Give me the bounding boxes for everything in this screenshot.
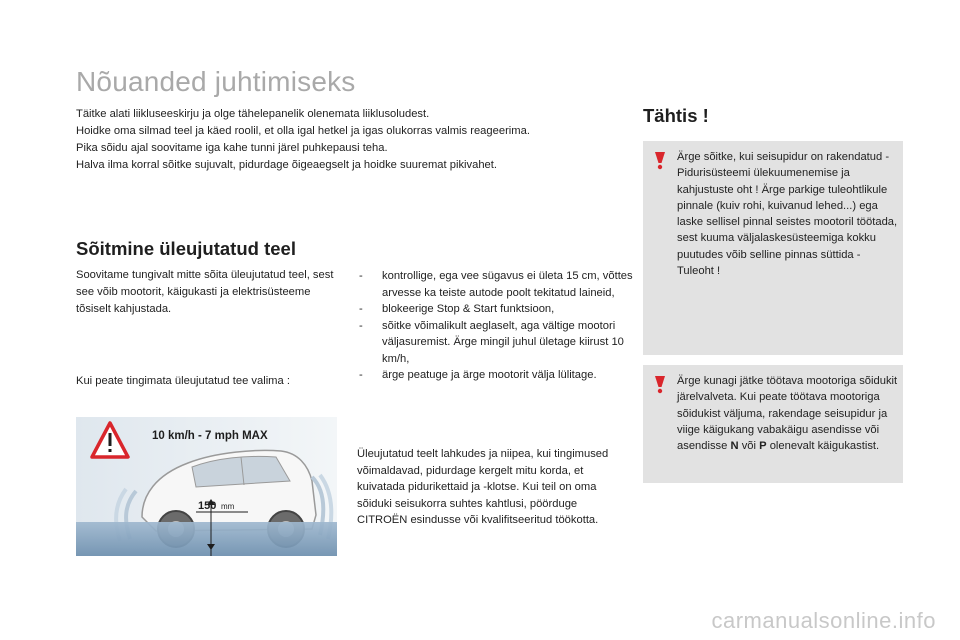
bullet-list	[357, 268, 637, 384]
depth-value: 150	[198, 500, 217, 512]
intro-text	[76, 106, 636, 174]
bullet-item: - blokeerige Stop & Start funktsioon,	[357, 301, 637, 318]
bullet-item: - ärge peatuge ja ärge mootorit välja lülitage.	[357, 367, 637, 384]
gear-neutral-label: N	[730, 440, 739, 453]
depth-unit: mm	[221, 502, 235, 511]
speed-label: 10 km/h - 7 mph MAX	[152, 430, 268, 442]
watermark: carmanualsonline.info	[711, 608, 936, 633]
sidebar-heading: Tähtis !	[643, 105, 709, 126]
bullet-item: - sõitke võimalikult aeglaselt, aga vältige mootori väljasuremist. Ärge mingil juhul ületage kiirust 10 km/h,	[357, 318, 637, 368]
section-paragraph-2: Kui peate tingimata üleujutatud tee valima :	[76, 375, 290, 387]
warning-text-2-part: või	[738, 440, 760, 453]
warning-box-2	[643, 365, 903, 483]
warning-text-2-part: Ärge kunagi jätke töötava mootoriga sõidukit järelvalveta. Kui peate töötava mootoriga sõidukist väljuma, rakendage seisupidur ja viige käigukang vabakäigu asendisse või asendisse	[677, 375, 898, 453]
intro-line: Täitke alati liikluseeskirju ja olge tähelepanelik olenemata liiklusoludest.	[76, 108, 430, 120]
page-title: Nõuanded juhtimiseks	[76, 66, 356, 97]
gear-park-label: P	[759, 440, 767, 453]
intro-line: Pika sõidu ajal soovitame iga kahe tunni järel puhkepausi teha.	[76, 142, 388, 154]
exclamation-warning-icon	[650, 150, 670, 170]
warning-text-1: Ärge sõitke, kui seisupidur on rakendatud - Pidurisüsteemi ülekuumenemise ja kahjustuste oht ! Ärge parkige tuleohtlikule pinnale (kuiv rohi, kuivanud lehed...) ega laske sellisel pinnal seistes mootoril töötada, sest kuuma väljalaskesüsteemiga kokku puutudes võib selline pinnas süttida - Tuleoht !	[677, 151, 898, 278]
intro-line: Halva ilma korral sõitke sujuvalt, pidurdage õigeaegselt ja hoidke suuremat pikivahet.	[76, 159, 498, 171]
intro-line: Hoidke oma silmad teel ja käed roolil, et olla igal hetkel ja igas olukorras valmis reageerima.	[76, 125, 530, 137]
bullet-item: - kontrollige, ega vee sügavus ei ületa 15 cm, võttes arvesse ka teiste autode poolt tekitatud laineid,	[357, 268, 637, 301]
section-paragraph-1: Soovitame tungivalt mitte sõita üleujutatud teel, sest see võib mootorit, käigukasti ja elektrisüsteeme tõsiselt kahjustada.	[76, 269, 334, 315]
exclamation-warning-icon	[650, 374, 670, 394]
section-heading: Sõitmine üleujutatud teel	[76, 238, 296, 259]
flood-illustration	[76, 417, 337, 556]
warning-text-2-part: olenevalt käigukastist.	[766, 440, 880, 453]
warning-text-2	[677, 373, 899, 454]
warning-box-1	[643, 141, 903, 355]
section-paragraph-3: Üleujutatud teelt lahkudes ja niipea, kui tingimused võimaldavad, pidurdage kergelt mitu korda, et kuivatada pidurikettaid ja -klotse. Kui teil on oma sõiduki seisukorra suhtes kahtlusi, pöörduge CITROËN esindusse või kvalifitseeritud töökotta.	[357, 448, 609, 526]
